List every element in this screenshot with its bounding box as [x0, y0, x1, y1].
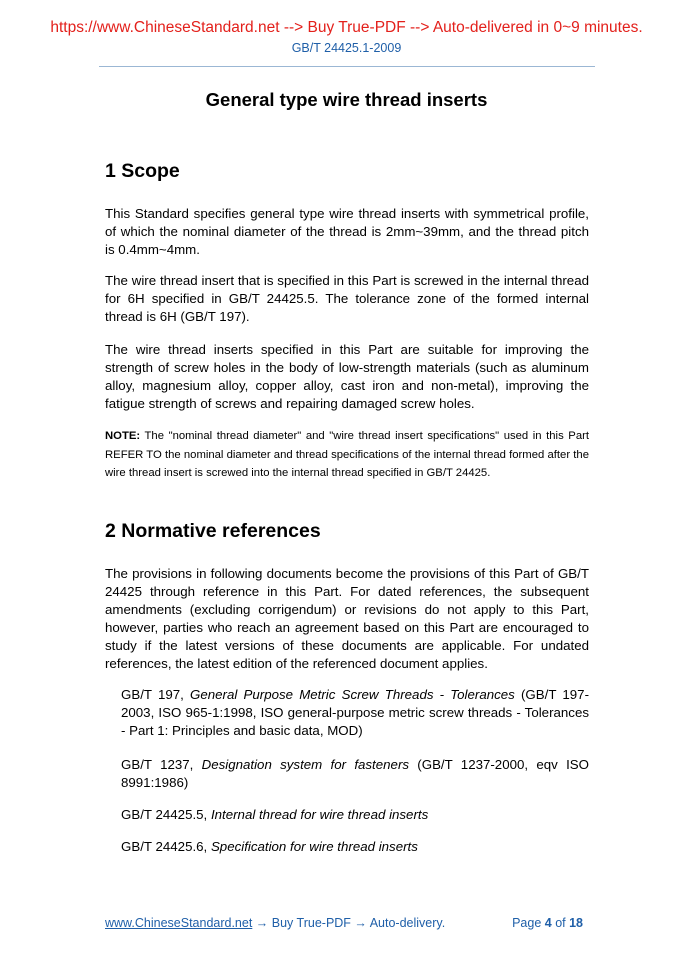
page-indicator [512, 916, 583, 930]
note-label: NOTE: [105, 430, 141, 442]
reference-code: GB/T 197, [121, 687, 191, 702]
footer-site-link[interactable]: www.ChineseStandard.net [105, 916, 253, 930]
page-label: Page [512, 916, 545, 930]
reference-item [121, 838, 589, 856]
section-heading-normative-references: 2 Normative references [105, 520, 321, 542]
footer-purchase-text: → Buy True-PDF → Auto-delivery. [252, 916, 446, 930]
standard-number: GB/T 24425.1-2009 [291, 41, 402, 55]
reference-code: GB/T 24425.6, [121, 839, 211, 854]
reference-item [121, 686, 589, 740]
scope-note [105, 427, 589, 483]
banner-link[interactable]: https://www.ChineseStandard.net --> Buy True-PDF --> Auto-delivered in 0~9 minutes. [50, 19, 643, 36]
reference-item [121, 756, 589, 792]
references-intro: The provisions in following documents become the provisions of this Part of GB/T 24425 through reference in this Part. For dated references, the subsequent amendments (excluding corrigendum) or revisions do not apply to this Part, however, parties who reach an agreement based on this Part are encouraged to study if the latest versions of these documents are applicable. For undated references, the latest edition of the referenced document applies. [105, 566, 589, 671]
footer-links [105, 916, 445, 930]
page-of: of [551, 916, 570, 930]
reference-title: Specification for wire thread inserts [210, 839, 418, 854]
reference-title: General Purpose Metric Screw Threads - Tolerances [190, 687, 515, 702]
page-total: 18 [569, 916, 583, 930]
reference-details: (GB/T 197-2003, ISO 965-1:1998, ISO general-purpose metric screw threads - Tolerances - Part 1: Principles and basic data, MOD) [121, 687, 590, 738]
reference-title: Internal thread for wire thread inserts [210, 807, 429, 822]
section-heading-scope: 1 Scope [105, 160, 180, 182]
scope-paragraph-3: The wire thread inserts specified in this Part are suitable for improving the strength of screw holes in the body of low-strength materials (such as aluminum alloy, magnesium alloy, copper alloy, cast iron and non-metal), improving the fatigue strength of screws and repairing damaged screw holes. [105, 342, 589, 411]
reference-code: GB/T 24425.5, [121, 807, 211, 822]
header-divider [99, 66, 595, 67]
page-current: 4 [544, 916, 552, 930]
reference-item [121, 806, 589, 824]
document-title: General type wire thread inserts [205, 89, 488, 110]
reference-code: GB/T 1237, [121, 757, 202, 772]
note-text: The "nominal thread diameter" and "wire thread insert specifications" used in this Part REFER TO the nominal diameter and thread specifications of the internal thread formed after the wire thread insert is screwed into the internal thread specified in GB/T 24425. [105, 430, 590, 479]
reference-title: Designation system for fasteners [201, 757, 410, 772]
reference-details: (GB/T 1237-2000, eqv ISO 8991:1986) [121, 757, 589, 790]
scope-paragraph-2: The wire thread insert that is specified in this Part is screwed in the internal thread for 6H specified in GB/T 24425.5. The tolerance zone of the formed internal thread is 6H (GB/T 197). [105, 273, 589, 324]
scope-paragraph-1: This Standard specifies general type wire thread inserts with symmetrical profile, of which the nominal diameter of the thread is 2mm~39mm, and the thread pitch is 0.4mm~4mm. [105, 206, 589, 257]
